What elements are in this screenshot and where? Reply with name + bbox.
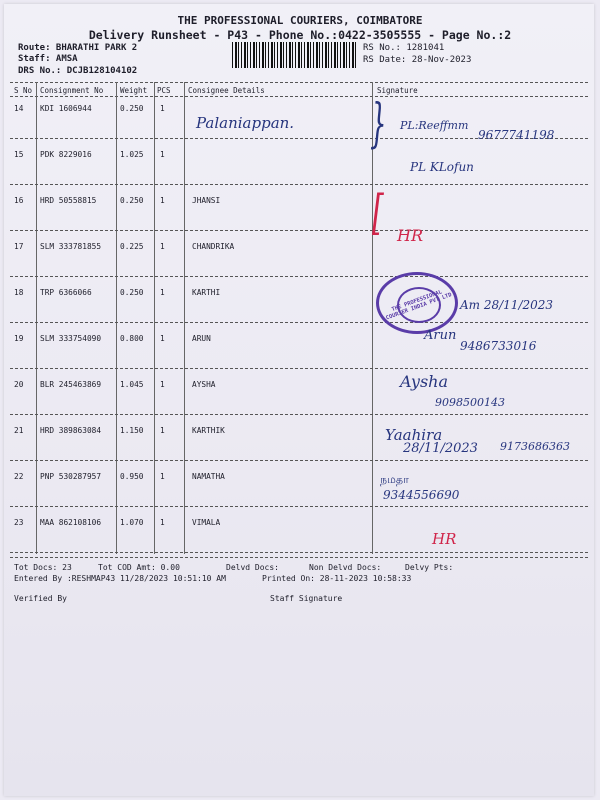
- cell-sno: 22: [14, 472, 24, 481]
- cell-sno: 23: [14, 518, 24, 527]
- cell-weight: 1.025: [120, 150, 144, 159]
- bracket-mark: }: [370, 95, 387, 155]
- cell-pcs: 1: [160, 380, 165, 389]
- cell-consignment: KDI 1606944: [40, 104, 92, 113]
- runsheet-subtitle: Delivery Runsheet - P43 - Phone No.:0422-3505555 - Page No.:2: [88, 28, 512, 42]
- cell-consignee: KARTHIK: [192, 426, 225, 435]
- cell-weight: 0.250: [120, 104, 144, 113]
- cell-sno: 16: [14, 196, 24, 205]
- column-divider: [116, 82, 117, 554]
- column-divider: [36, 82, 37, 554]
- cell-sno: 14: [14, 104, 24, 113]
- cell-sno: 19: [14, 334, 24, 343]
- red-bracket: [: [372, 185, 384, 242]
- row-separator: [10, 276, 588, 277]
- row-separator: [10, 414, 588, 415]
- signature-14: PL:Reeffmm: [400, 119, 469, 132]
- col-header-consignee: Consignee Details: [188, 86, 265, 95]
- cell-pcs: 1: [160, 196, 165, 205]
- cell-pcs: 1: [160, 472, 165, 481]
- column-divider: [154, 82, 155, 554]
- row-separator: [10, 368, 588, 369]
- total-cod: Tot COD Amt: 0.00: [98, 563, 180, 572]
- staff-signature: Staff Signature: [270, 594, 343, 603]
- company-stamp: THE PROFESSIONAL COURIER INDIA PVT LTD: [376, 272, 458, 334]
- table-top-rule: [10, 82, 588, 83]
- cell-pcs: 1: [160, 242, 165, 251]
- cell-consignment: PNP 530287957: [40, 472, 102, 481]
- cell-consignee: AYSHA: [192, 380, 216, 389]
- cell-consignee: ARUN: [192, 334, 211, 343]
- delivery-points: Delvy Pts:: [405, 563, 454, 572]
- col-header-sno: S No: [14, 86, 33, 95]
- company-title: THE PROFESSIONAL COURIERS, COIMBATORE: [177, 14, 423, 27]
- cell-weight: 0.250: [120, 196, 144, 205]
- signature-18: Am 28/11/2023: [460, 298, 554, 312]
- signature-15: PL KLofun: [410, 160, 474, 174]
- row-separator: [10, 506, 588, 507]
- row-separator: [10, 184, 588, 185]
- cell-consignee: KARTHI: [192, 288, 221, 297]
- cell-weight: 0.950: [120, 472, 144, 481]
- cell-weight: 1.045: [120, 380, 144, 389]
- cell-consignment: SLM 333754090: [40, 334, 102, 343]
- cell-sno: 17: [14, 242, 24, 251]
- cell-weight: 0.225: [120, 242, 144, 251]
- phone-14: 9677741198: [478, 128, 555, 142]
- cell-consignee: VIMALA: [192, 518, 221, 527]
- signature-20: Aysha: [400, 372, 448, 391]
- phone-20: 9098500143: [435, 396, 505, 409]
- cell-consignment: SLM 333781855: [40, 242, 102, 251]
- col-header-consignment: Consignment No: [40, 86, 104, 95]
- cell-weight: 0.800: [120, 334, 144, 343]
- row-separator: [10, 460, 588, 461]
- cell-pcs: 1: [160, 150, 165, 159]
- cell-pcs: 1: [160, 518, 165, 527]
- cell-consignee: NAMATHA: [192, 472, 225, 481]
- cell-consignment: TRP 6366066: [40, 288, 92, 297]
- cell-weight: 1.070: [120, 518, 144, 527]
- staff-label: Staff: AMSA: [18, 54, 78, 64]
- cell-weight: 1.150: [120, 426, 144, 435]
- footer-rule: [10, 557, 588, 558]
- rs-number: RS No.: 1281041: [363, 43, 445, 53]
- route-label: Route: BHARATHI PARK 2: [18, 43, 138, 53]
- signature-22: நமதா: [380, 473, 409, 486]
- cell-consignment: HRD 389863084: [40, 426, 102, 435]
- cell-sno: 15: [14, 150, 24, 159]
- non-delivered-docs: Non Delvd Docs:: [309, 563, 382, 572]
- col-header-pcs: PCS: [157, 86, 171, 95]
- cell-consignment: HRD 50558815: [40, 196, 97, 205]
- rs-date: RS Date: 28-Nov-2023: [363, 55, 472, 65]
- cell-consignment: BLR 245463869: [40, 380, 102, 389]
- cell-consignment: PDK 8229016: [40, 150, 92, 159]
- col-header-weight: Weight: [120, 86, 148, 95]
- cell-pcs: 1: [160, 426, 165, 435]
- phone-19: 9486733016: [460, 339, 537, 353]
- drs-label: DRS No.: DCJB128104102: [18, 66, 138, 76]
- cell-consignment: MAA 862108106: [40, 518, 102, 527]
- cell-pcs: 1: [160, 288, 165, 297]
- runsheet-paper: [4, 4, 594, 796]
- row-separator: [10, 230, 588, 231]
- phone-22: 9344556690: [383, 488, 460, 502]
- cell-sno: 21: [14, 426, 24, 435]
- cell-sno: 20: [14, 380, 24, 389]
- column-divider: [184, 82, 185, 554]
- signature-16: HR: [397, 226, 423, 245]
- printed-on: Printed On: 28-11-2023 10:58:33: [262, 574, 412, 583]
- verified-by: Verified By: [14, 594, 67, 603]
- barcode: [232, 42, 356, 68]
- cell-pcs: 1: [160, 334, 165, 343]
- total-docs: Tot Docs: 23: [14, 563, 72, 572]
- delivered-docs: Delvd Docs:: [226, 563, 279, 572]
- phone-21: 9173686363: [500, 440, 570, 453]
- handwritten-consignee-14: Palaniappan.: [196, 114, 295, 132]
- cell-pcs: 1: [160, 104, 165, 113]
- date-21: 28/11/2023: [403, 441, 478, 456]
- table-header-rule: [10, 96, 588, 97]
- signature-23: HR: [432, 530, 457, 548]
- row-separator: [10, 322, 588, 323]
- col-header-signature: Signature: [377, 86, 418, 95]
- signature-21: Yaahira: [385, 426, 443, 444]
- cell-consignee: JHANSI: [192, 196, 221, 205]
- cell-consignee: CHANDRIKA: [192, 242, 235, 251]
- cell-weight: 0.250: [120, 288, 144, 297]
- row-separator: [10, 552, 588, 553]
- entered-by: Entered By :RESHMAP43 11/28/2023 10:51:10 AM: [14, 574, 226, 583]
- signature-19: Arun: [424, 328, 457, 343]
- cell-sno: 18: [14, 288, 24, 297]
